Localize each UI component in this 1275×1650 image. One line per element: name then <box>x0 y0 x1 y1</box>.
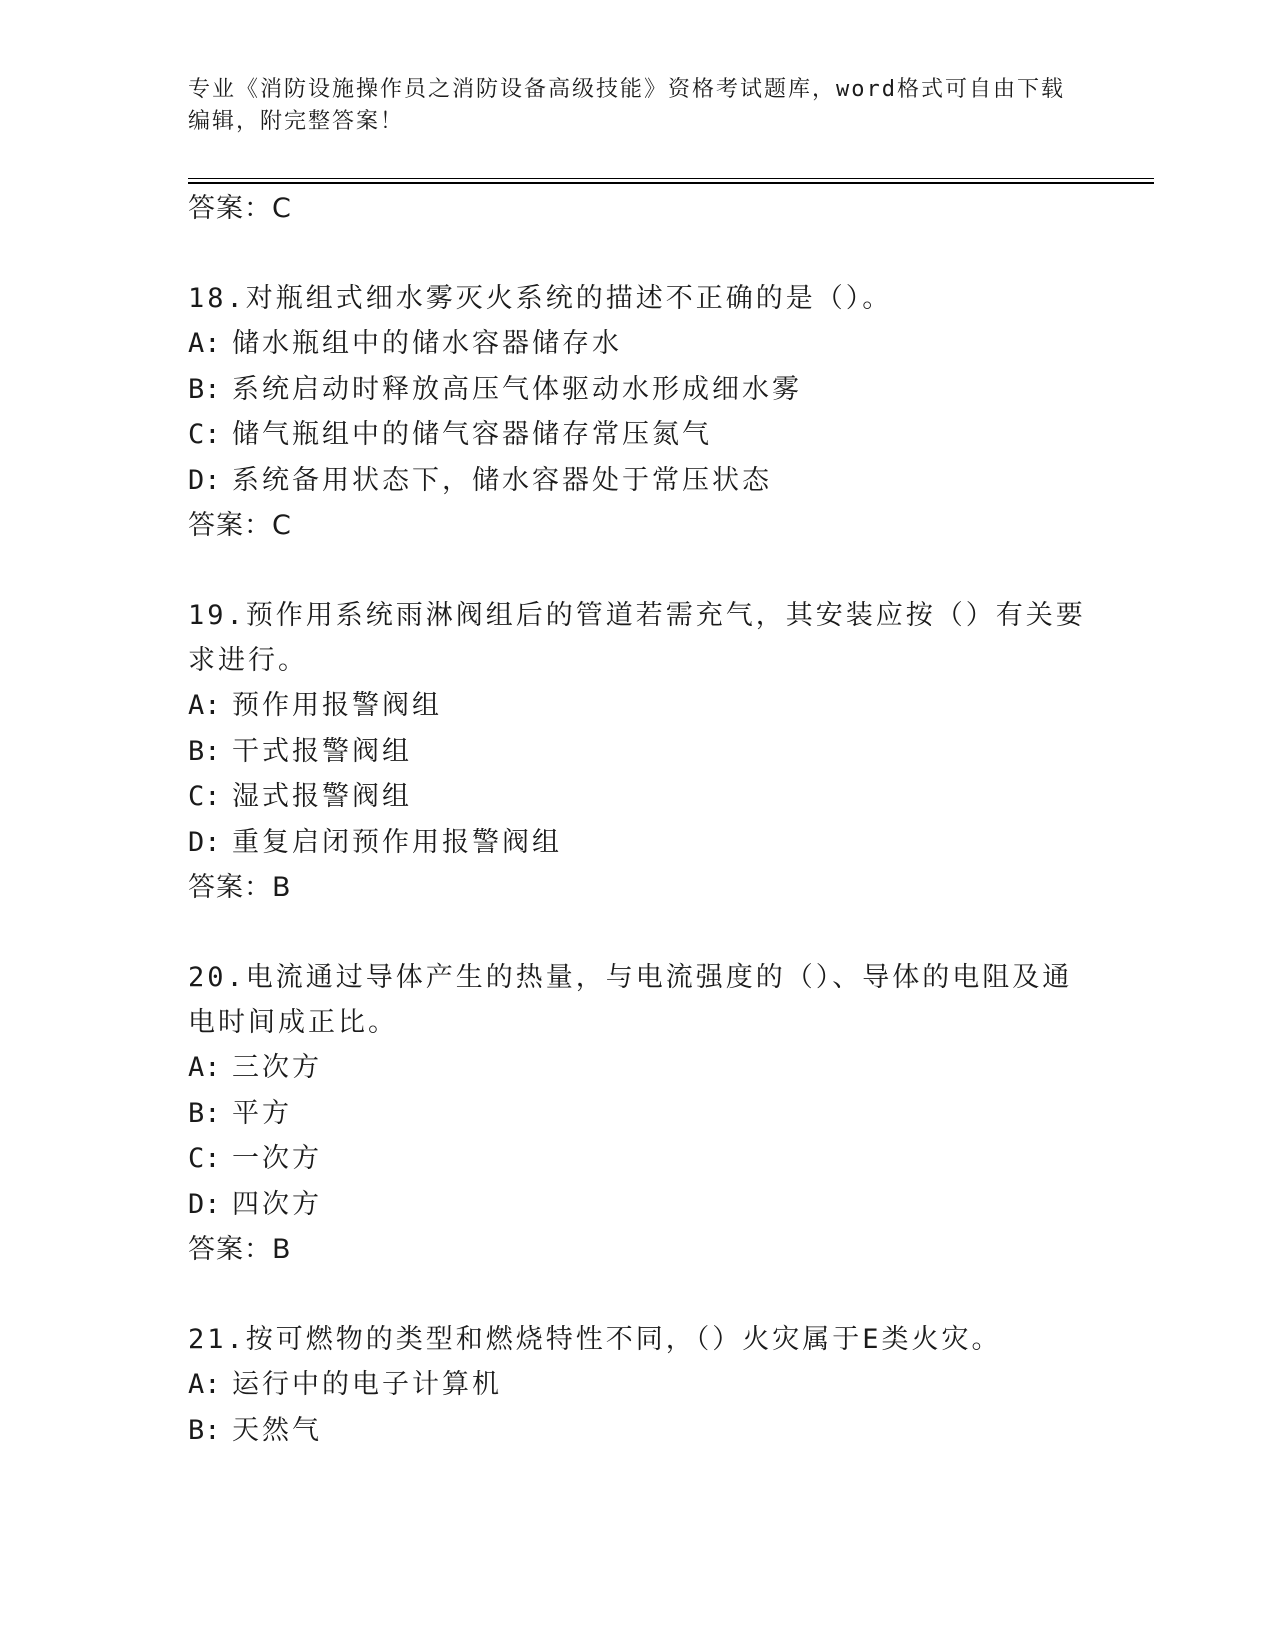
option-key: C: <box>188 419 221 450</box>
option-key: D: <box>188 826 221 858</box>
option-key: A: <box>188 1369 221 1400</box>
option-text: 湿式报警阀组 <box>232 781 412 812</box>
header-divider-thin <box>188 178 1154 179</box>
option-text: 平方 <box>232 1097 292 1129</box>
option-a <box>188 1362 1088 1408</box>
option-key: B: <box>188 373 221 405</box>
question-stem: 19.预作用系统雨淋阀组后的管道若需充气，其安装应按（）有关要求进行。 <box>188 600 1086 676</box>
option-c <box>188 774 1088 820</box>
option-key: B: <box>188 1097 221 1129</box>
option-d <box>188 1182 1088 1228</box>
option-text: 系统启动时释放高压气体驱动水形成细水雾 <box>232 373 802 405</box>
question-list <box>188 186 1088 1453</box>
option-key: A: <box>188 1052 221 1083</box>
option-c <box>188 1136 1088 1182</box>
option-key: D: <box>188 464 221 496</box>
option-a <box>188 1045 1088 1091</box>
option-text: 系统备用状态下，储水容器处于常压状态 <box>232 464 772 496</box>
answer-line: 答案：B <box>188 872 292 903</box>
option-text: 运行中的电子计算机 <box>232 1369 502 1400</box>
option-b <box>188 729 1088 775</box>
question-block <box>188 593 1088 911</box>
option-text: 三次方 <box>232 1052 322 1083</box>
option-text: 天然气 <box>232 1414 322 1446</box>
option-text: 储水瓶组中的储水容器储存水 <box>232 328 622 359</box>
option-text: 重复启闭预作用报警阀组 <box>232 826 562 858</box>
option-key: C: <box>188 781 221 812</box>
question-block <box>188 276 1088 549</box>
answer-line: 答案：B <box>188 1234 292 1265</box>
question-block <box>188 955 1088 1273</box>
option-key: C: <box>188 1143 221 1174</box>
question-block <box>188 1317 1088 1453</box>
question-stem: 21.按可燃物的类型和燃烧特性不同，（）火灾属于E类火灾。 <box>188 1324 1002 1355</box>
option-text: 一次方 <box>232 1143 322 1174</box>
option-c <box>188 412 1088 458</box>
option-key: A: <box>188 690 221 721</box>
option-text: 干式报警阀组 <box>232 735 412 767</box>
option-key: B: <box>188 735 221 767</box>
option-key: B: <box>188 1414 221 1446</box>
option-b <box>188 1091 1088 1137</box>
option-a <box>188 683 1088 729</box>
option-key: D: <box>188 1188 221 1220</box>
option-b <box>188 367 1088 413</box>
document-header: 专业《消防设施操作员之消防设备高级技能》资格考试题库，word格式可自由下载编辑，附完整答案！ <box>188 77 1065 134</box>
answer-line: 答案：C <box>188 193 292 224</box>
option-text: 四次方 <box>232 1188 322 1220</box>
option-key: A: <box>188 328 221 359</box>
option-a <box>188 321 1088 367</box>
option-text: 预作用报警阀组 <box>232 690 442 721</box>
header-divider-thick <box>188 182 1154 184</box>
answer-line: 答案：C <box>188 510 292 541</box>
option-text: 储气瓶组中的储气容器储存常压氮气 <box>232 419 712 450</box>
option-d <box>188 458 1088 504</box>
option-b <box>188 1408 1088 1454</box>
option-d <box>188 820 1088 866</box>
question-stem: 18.对瓶组式细水雾灭火系统的描述不正确的是（）。 <box>188 283 893 314</box>
question-stem: 20.电流通过导体产生的热量，与电流强度的（）、导体的电阻及通电时间成正比。 <box>188 962 1073 1038</box>
